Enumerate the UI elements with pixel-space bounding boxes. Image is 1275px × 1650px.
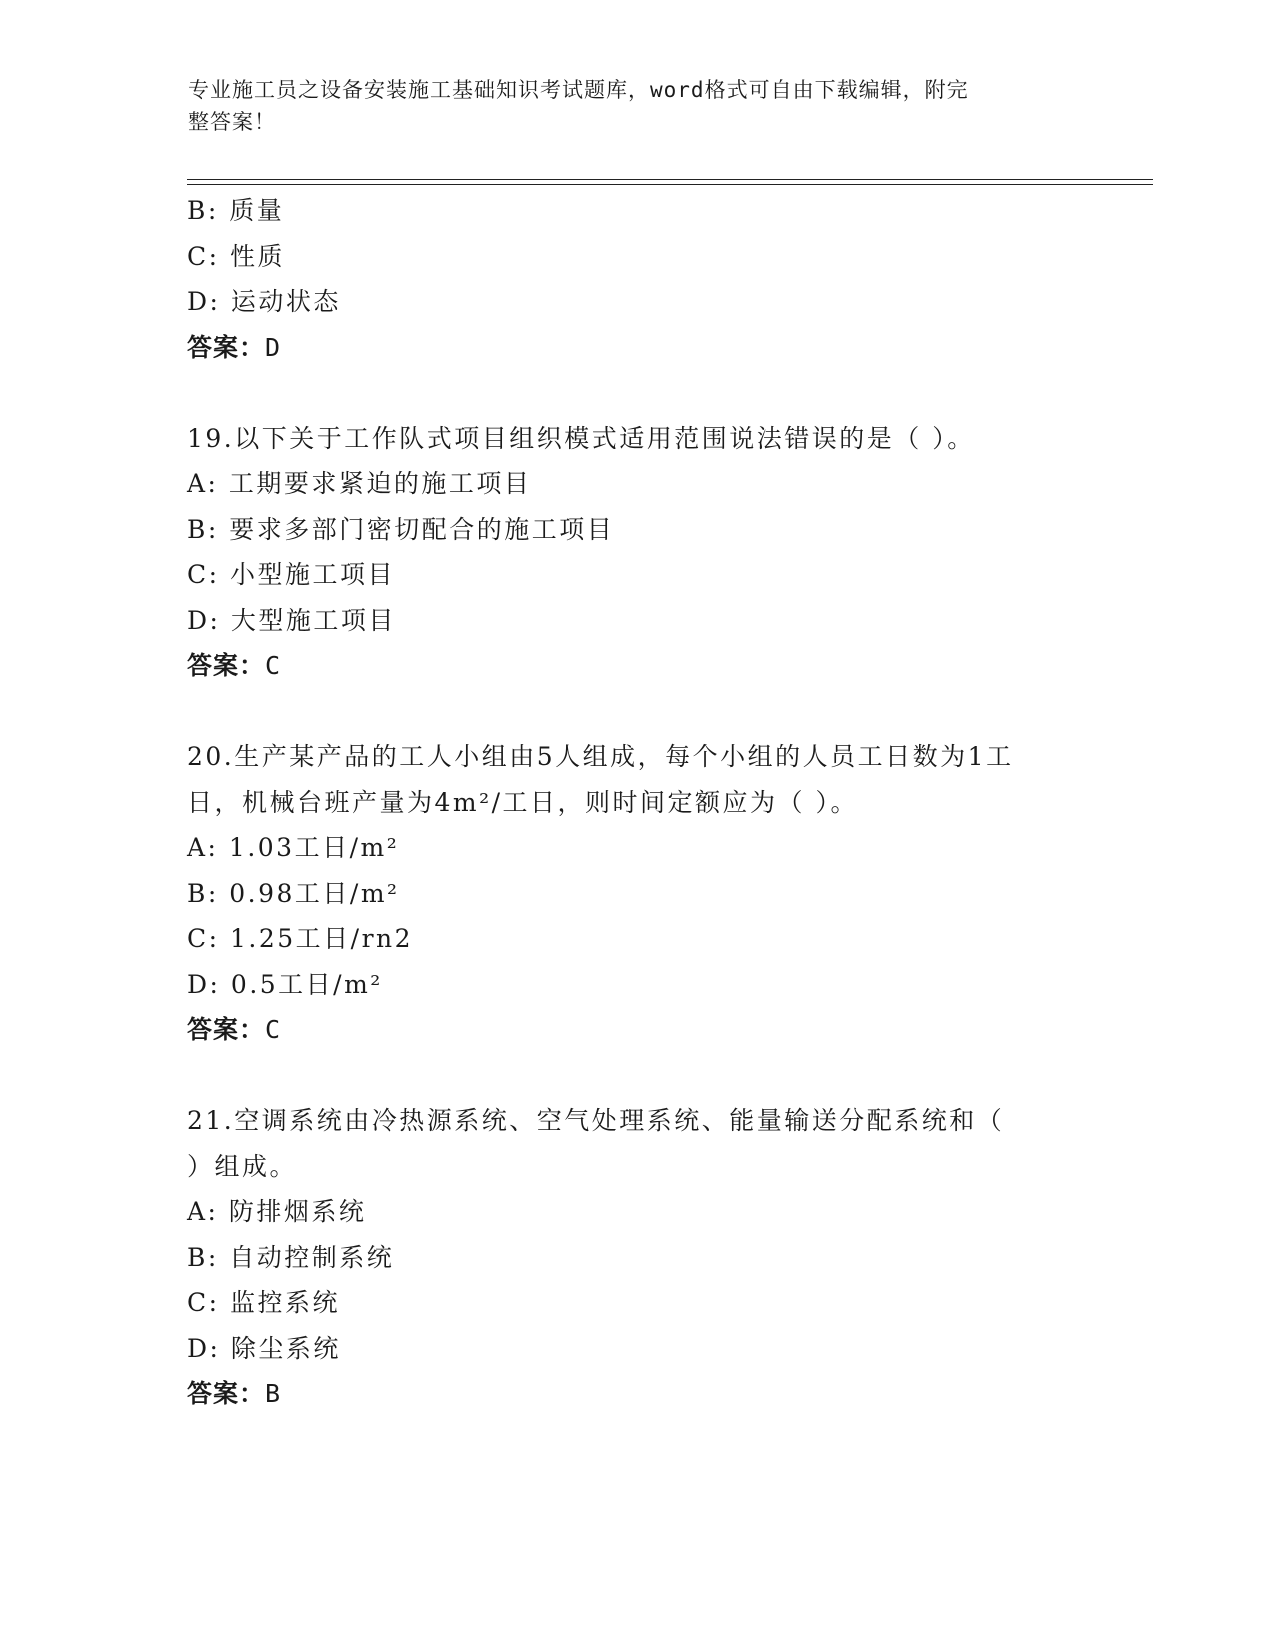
- answer-line: [187, 1007, 1087, 1053]
- option-a: A: 工期要求紧迫的施工项目: [187, 469, 532, 498]
- option-c: C: 小型施工项目: [187, 560, 395, 589]
- header-divider-bottom: [187, 184, 1153, 185]
- answer-value: C: [265, 651, 282, 680]
- question-list: [187, 188, 1087, 1417]
- answer-line: [187, 643, 1087, 689]
- spacer: [187, 370, 1087, 416]
- answer-value: D: [265, 332, 282, 362]
- option-c: C: 1.25工日/rn2: [187, 924, 414, 953]
- option-b: B: 自动控制系统: [187, 1242, 395, 1272]
- answer-label: 答案：: [187, 1015, 266, 1044]
- question-text-line-2: 日，机械台班产量为4m²/工日，则时间定额应为（ ）。: [187, 787, 859, 817]
- answer-value: B: [265, 1379, 282, 1408]
- answer-label: 答案：: [187, 1379, 266, 1408]
- option-b: B: 要求多部门密切配合的施工项目: [187, 514, 615, 544]
- option-d: D: 大型施工项目: [187, 605, 396, 635]
- option-c: C: 性质: [187, 241, 285, 271]
- page-header: [188, 74, 1068, 138]
- question-text-line-1: 21.空调系统由冷热源系统、空气处理系统、能量输送分配系统和（: [187, 1106, 1005, 1135]
- question-text-line-1: 20.生产某产品的工人小组由5人组成，每个小组的人员工日数为1工: [187, 742, 1014, 771]
- question-21: [187, 1098, 1087, 1417]
- option-c: C: 监控系统: [187, 1288, 340, 1317]
- answer-value: C: [265, 1015, 282, 1044]
- spacer: [187, 1053, 1087, 1099]
- question-text-line-2: ）组成。: [187, 1151, 298, 1181]
- option-a: A: 防排烟系统: [187, 1197, 367, 1226]
- header-title-line-1: 专业施工员之设备安装施工基础知识考试题库，word格式可自由下载编辑，附完: [188, 78, 969, 102]
- option-d: D: 0.5工日/m²: [187, 969, 383, 999]
- header-title-line-2: 整答案！: [188, 110, 276, 134]
- question-text: 19.以下关于工作队式项目组织模式适用范围说法错误的是（ ）。: [187, 423, 975, 453]
- option-d: D: 除尘系统: [187, 1333, 341, 1363]
- answer-line: [187, 1371, 1087, 1417]
- option-b: B: 0.98工日/m²: [187, 878, 400, 908]
- answer-line: [187, 325, 1087, 371]
- question-20: [187, 734, 1087, 1053]
- spacer: [187, 689, 1087, 735]
- option-d: D: 运动状态: [187, 287, 341, 316]
- answer-label: 答案：: [187, 651, 266, 680]
- option-b: B: 质量: [187, 196, 285, 225]
- question-19: [187, 416, 1087, 689]
- question-18: [187, 188, 1087, 370]
- option-a: A: 1.03工日/m²: [187, 833, 400, 862]
- answer-label: 答案：: [187, 332, 266, 362]
- header-divider-top: [187, 179, 1153, 180]
